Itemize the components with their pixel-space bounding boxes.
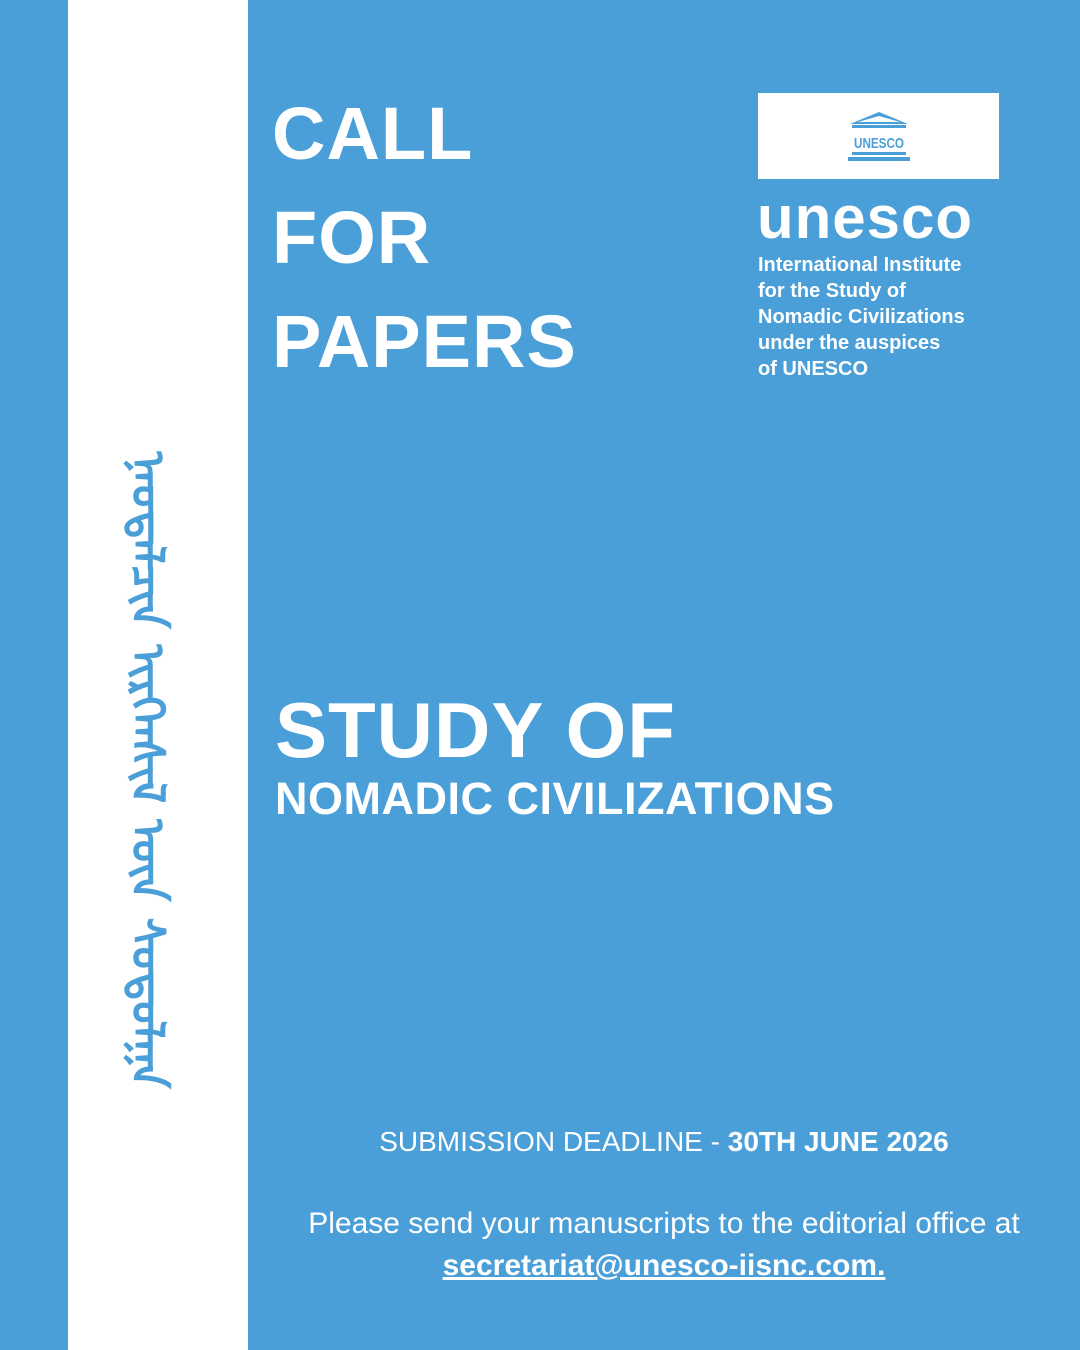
vertical-mongolian-script (68, 340, 248, 1200)
institute-line: International Institute (758, 254, 962, 276)
study-subtitle: NOMADIC CIVILIZATIONS (275, 773, 835, 824)
institute-line: of UNESCO (758, 358, 868, 380)
institute-line: Nomadic Civilizations (758, 306, 965, 328)
call-for-papers-heading (272, 82, 577, 394)
study-title: STUDY OF (275, 686, 676, 774)
unesco-temple-icon (846, 110, 912, 162)
deadline-date: 30TH JUNE 2026 (727, 1126, 949, 1157)
mongolian-script-text: ᠨᠡᠦᠳᠡᠯᠴᠢᠨ ᠢᠷᠭᠡᠨᠰᠢᠯ ᠦᠨ ᠰᠤᠳᠤᠯᠭᠠ (121, 451, 175, 1089)
submission-deadline (248, 1123, 1080, 1161)
contact-email (248, 1246, 1080, 1286)
institute-line: for the Study of (758, 280, 906, 302)
deadline-label: SUBMISSION DEADLINE - (379, 1126, 728, 1157)
contact-instruction: Please send your manuscripts to the editorial office at (308, 1207, 1020, 1240)
left-blue-strip (0, 0, 68, 1350)
email-link[interactable]: secretariat@unesco-iisnc.com. (442, 1249, 886, 1282)
unesco-wordmark: unesco (757, 184, 974, 251)
heading-line-papers: PAPERS (272, 300, 577, 383)
emblem-text: UNESCO (854, 135, 905, 152)
heading-line-for: FOR (272, 196, 432, 279)
institute-line: under the auspices (758, 332, 941, 354)
heading-line-call: CALL (272, 92, 474, 175)
institute-name (758, 252, 965, 382)
